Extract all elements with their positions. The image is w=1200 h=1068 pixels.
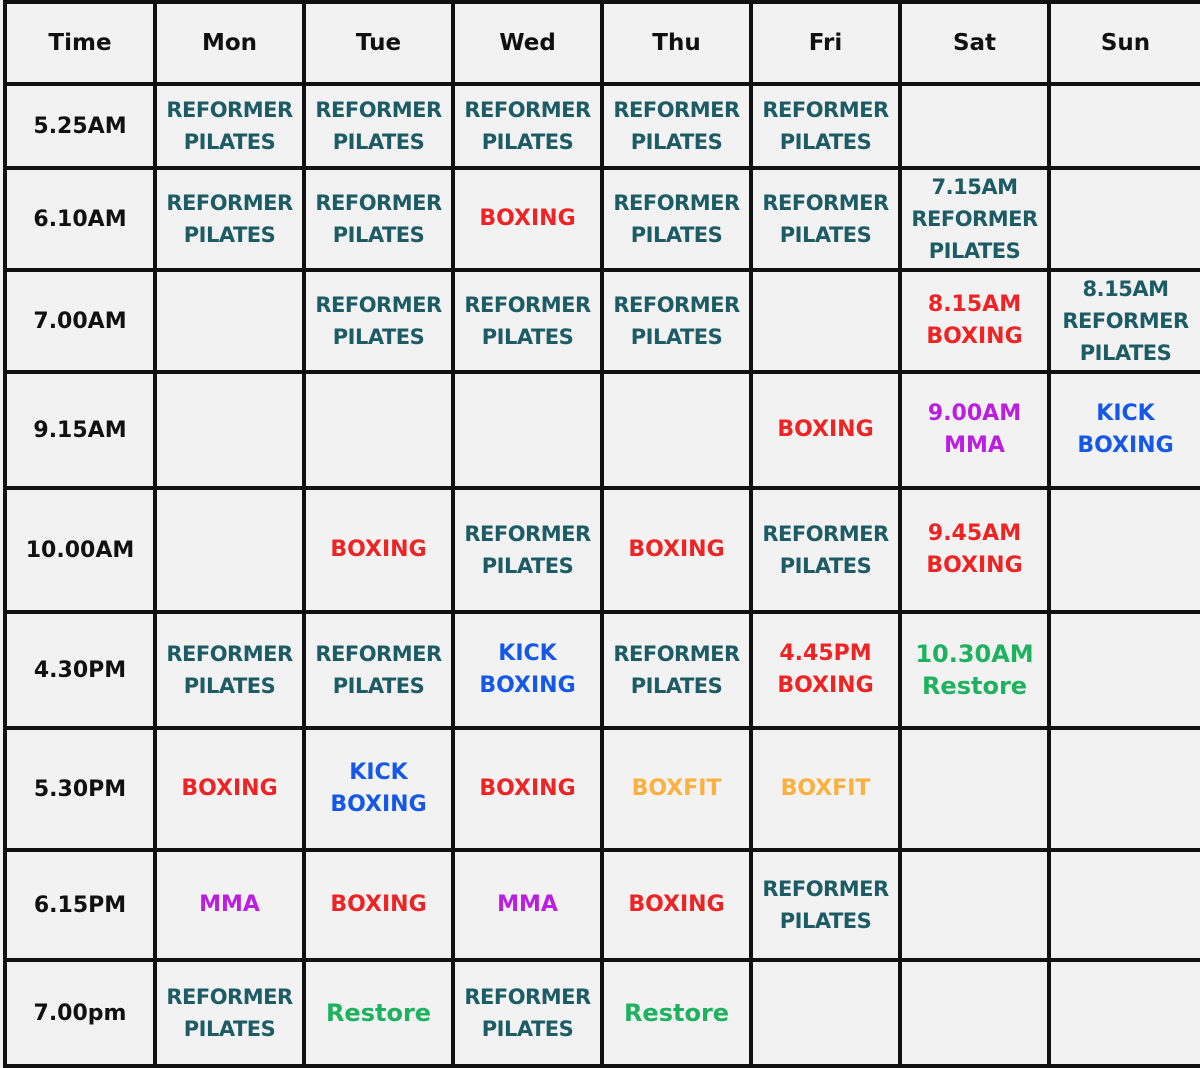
timetable-row bbox=[5, 168, 1200, 270]
class-name-line: PILATES bbox=[332, 130, 425, 154]
class-name-line: REFORMER bbox=[166, 985, 293, 1009]
class-name-line: PILATES bbox=[779, 130, 872, 154]
class-name-line: PILATES bbox=[481, 325, 574, 349]
empty-cell bbox=[900, 850, 1049, 960]
empty-cell bbox=[900, 728, 1049, 850]
class-name-line: BOXING bbox=[926, 553, 1023, 578]
class-name-line: REFORMER bbox=[315, 191, 442, 215]
class-name-kick-boxing bbox=[457, 638, 598, 702]
class-name-reformer-pilates bbox=[159, 638, 300, 702]
class-cell bbox=[304, 168, 453, 270]
time-slot-label: 7.00pm bbox=[5, 960, 155, 1066]
class-name-boxing bbox=[606, 889, 747, 921]
class-cell bbox=[155, 960, 304, 1066]
empty-cell bbox=[453, 372, 602, 488]
timetable-body bbox=[5, 84, 1200, 1066]
class-name-line: REFORMER bbox=[166, 98, 293, 122]
class-cell bbox=[751, 488, 900, 612]
class-name-line: BOXING bbox=[926, 324, 1023, 349]
header-day-mon: Mon bbox=[155, 2, 304, 84]
class-cell bbox=[453, 612, 602, 728]
class-name-line: KICK bbox=[349, 760, 408, 785]
class-name-line: PILATES bbox=[1079, 341, 1172, 365]
class-name-reformer-pilates bbox=[904, 171, 1045, 267]
class-cell bbox=[453, 488, 602, 612]
class-cell bbox=[453, 270, 602, 372]
class-name-mma bbox=[159, 889, 300, 921]
time-slot-label: 10.00AM bbox=[5, 488, 155, 612]
class-cell bbox=[304, 612, 453, 728]
class-name-line: MMA bbox=[497, 892, 558, 917]
class-name-boxing bbox=[755, 414, 896, 446]
timetable-row bbox=[5, 84, 1200, 168]
class-name-line: REFORMER bbox=[464, 522, 591, 546]
class-start-time: 9.45AM bbox=[927, 521, 1022, 546]
empty-cell bbox=[1049, 84, 1200, 168]
class-cell bbox=[900, 270, 1049, 372]
class-name-line: MMA bbox=[199, 892, 260, 917]
header-day-wed: Wed bbox=[453, 2, 602, 84]
class-cell bbox=[304, 84, 453, 168]
class-cell bbox=[900, 488, 1049, 612]
empty-cell bbox=[155, 270, 304, 372]
empty-cell bbox=[900, 84, 1049, 168]
class-name-line: REFORMER bbox=[762, 877, 889, 901]
class-name-line: REFORMER bbox=[166, 642, 293, 666]
time-slot-label: 5.30PM bbox=[5, 728, 155, 850]
empty-cell bbox=[1049, 850, 1200, 960]
class-name-reformer-pilates bbox=[308, 94, 449, 158]
empty-cell bbox=[1049, 168, 1200, 270]
class-cell bbox=[751, 84, 900, 168]
class-name-line: REFORMER bbox=[762, 522, 889, 546]
class-name-reformer-pilates bbox=[606, 638, 747, 702]
header-row bbox=[5, 2, 1200, 84]
class-name-reformer-pilates bbox=[308, 289, 449, 353]
class-name-boxing bbox=[755, 638, 896, 702]
class-cell bbox=[602, 850, 751, 960]
class-name-boxing bbox=[159, 773, 300, 805]
class-name-line: REFORMER bbox=[613, 642, 740, 666]
class-name-line: REFORMER bbox=[315, 293, 442, 317]
class-name-reformer-pilates bbox=[606, 187, 747, 251]
class-name-line: BOXFIT bbox=[631, 776, 722, 801]
class-name-reformer-pilates bbox=[457, 289, 598, 353]
empty-cell bbox=[1049, 488, 1200, 612]
time-slot-label: 5.25AM bbox=[5, 84, 155, 168]
class-start-time: 10.30AM bbox=[915, 640, 1034, 668]
class-cell bbox=[304, 728, 453, 850]
empty-cell bbox=[900, 960, 1049, 1066]
class-name-line: BOXING bbox=[479, 776, 576, 801]
class-cell bbox=[602, 168, 751, 270]
class-name-line: BOXING bbox=[479, 673, 576, 698]
class-start-time: 8.15AM bbox=[927, 292, 1022, 317]
class-name-line: REFORMER bbox=[762, 191, 889, 215]
class-cell bbox=[751, 850, 900, 960]
class-name-reformer-pilates bbox=[457, 981, 598, 1045]
class-name-line: BOXING bbox=[330, 537, 427, 562]
class-name-line: BOXING bbox=[330, 792, 427, 817]
class-name-line: REFORMER bbox=[315, 98, 442, 122]
class-name-line: BOXFIT bbox=[780, 776, 871, 801]
empty-cell bbox=[155, 372, 304, 488]
class-name-line: PILATES bbox=[183, 674, 276, 698]
class-name-line: REFORMER bbox=[166, 191, 293, 215]
class-name-line: Restore bbox=[623, 999, 730, 1027]
timetable-row bbox=[5, 488, 1200, 612]
empty-cell bbox=[1049, 960, 1200, 1066]
class-cell bbox=[453, 168, 602, 270]
class-cell bbox=[602, 84, 751, 168]
class-cell bbox=[155, 168, 304, 270]
class-cell bbox=[453, 728, 602, 850]
class-name-line: REFORMER bbox=[613, 293, 740, 317]
class-name-line: PILATES bbox=[332, 674, 425, 698]
class-name-line: KICK bbox=[1096, 401, 1155, 426]
empty-cell bbox=[1049, 612, 1200, 728]
class-name-line: PILATES bbox=[332, 223, 425, 247]
class-name-kick-boxing bbox=[308, 757, 449, 821]
class-name-line: PILATES bbox=[183, 130, 276, 154]
empty-cell bbox=[751, 270, 900, 372]
class-name-reformer-pilates bbox=[308, 638, 449, 702]
timetable-row bbox=[5, 728, 1200, 850]
timetable-row bbox=[5, 372, 1200, 488]
class-name-line: REFORMER bbox=[1062, 309, 1189, 333]
timetable-row bbox=[5, 270, 1200, 372]
class-timetable bbox=[3, 0, 1200, 1068]
class-name-reformer-pilates bbox=[308, 187, 449, 251]
class-name-line: BOXING bbox=[628, 537, 725, 562]
class-name-line: PILATES bbox=[928, 239, 1021, 263]
class-name-line: PILATES bbox=[779, 223, 872, 247]
class-name-reformer-pilates bbox=[457, 518, 598, 582]
class-cell bbox=[304, 270, 453, 372]
class-cell bbox=[602, 488, 751, 612]
empty-cell bbox=[304, 372, 453, 488]
class-name-boxing bbox=[606, 534, 747, 566]
class-name-line: PILATES bbox=[481, 1017, 574, 1041]
class-name-line: MMA bbox=[944, 433, 1005, 458]
class-name-line: PILATES bbox=[332, 325, 425, 349]
class-name-line: PILATES bbox=[630, 223, 723, 247]
class-name-reformer-pilates bbox=[755, 94, 896, 158]
class-name-line: REFORMER bbox=[762, 98, 889, 122]
class-name-boxing bbox=[904, 518, 1045, 582]
class-name-reformer-pilates bbox=[755, 518, 896, 582]
class-name-reformer-pilates bbox=[1053, 273, 1198, 369]
class-name-line: BOXING bbox=[628, 892, 725, 917]
time-slot-label: 9.15AM bbox=[5, 372, 155, 488]
class-name-line: PILATES bbox=[481, 130, 574, 154]
class-cell bbox=[304, 850, 453, 960]
class-name-line: REFORMER bbox=[464, 985, 591, 1009]
time-slot-label: 7.00AM bbox=[5, 270, 155, 372]
header-day-thu: Thu bbox=[602, 2, 751, 84]
class-name-line: PILATES bbox=[630, 674, 723, 698]
timetable-row bbox=[5, 960, 1200, 1066]
class-name-line: REFORMER bbox=[315, 642, 442, 666]
class-cell bbox=[751, 612, 900, 728]
class-name-line: Restore bbox=[921, 672, 1028, 700]
class-name-reformer-pilates bbox=[159, 981, 300, 1045]
class-name-line: PILATES bbox=[183, 1017, 276, 1041]
class-name-line: REFORMER bbox=[613, 191, 740, 215]
class-name-line: PILATES bbox=[183, 223, 276, 247]
time-slot-label: 4.30PM bbox=[5, 612, 155, 728]
class-start-time: 4.45PM bbox=[779, 641, 872, 666]
class-name-line: BOXING bbox=[330, 892, 427, 917]
class-name-line: PILATES bbox=[779, 554, 872, 578]
class-name-boxing bbox=[457, 203, 598, 235]
class-name-boxfit bbox=[606, 773, 747, 805]
timetable-row bbox=[5, 850, 1200, 960]
class-start-time: 7.15AM bbox=[931, 175, 1018, 199]
class-name-reformer-pilates bbox=[606, 289, 747, 353]
class-name-line: Restore bbox=[325, 999, 432, 1027]
class-name-mma bbox=[904, 398, 1045, 462]
class-name-boxing bbox=[904, 289, 1045, 353]
class-cell bbox=[900, 168, 1049, 270]
timetable-header bbox=[5, 2, 1200, 84]
class-cell bbox=[1049, 270, 1200, 372]
class-name-line: PILATES bbox=[630, 130, 723, 154]
class-cell bbox=[155, 612, 304, 728]
class-cell bbox=[602, 612, 751, 728]
class-cell bbox=[155, 728, 304, 850]
class-name-line: REFORMER bbox=[464, 293, 591, 317]
class-cell bbox=[751, 372, 900, 488]
class-name-line: BOXING bbox=[777, 417, 874, 442]
class-cell bbox=[155, 850, 304, 960]
class-name-reformer-pilates bbox=[457, 94, 598, 158]
class-start-time: 8.15AM bbox=[1082, 277, 1169, 301]
class-name-boxing bbox=[308, 889, 449, 921]
class-name-restore bbox=[904, 638, 1045, 702]
class-name-reformer-pilates bbox=[159, 187, 300, 251]
class-cell bbox=[1049, 372, 1200, 488]
class-name-line: BOXING bbox=[479, 206, 576, 231]
class-cell bbox=[304, 960, 453, 1066]
class-name-boxing bbox=[308, 534, 449, 566]
class-name-reformer-pilates bbox=[606, 94, 747, 158]
empty-cell bbox=[602, 372, 751, 488]
header-day-sat: Sat bbox=[900, 2, 1049, 84]
header-time: Time bbox=[5, 2, 155, 84]
class-name-line: PILATES bbox=[481, 554, 574, 578]
class-name-line: PILATES bbox=[630, 325, 723, 349]
empty-cell bbox=[751, 960, 900, 1066]
class-name-restore bbox=[606, 997, 747, 1029]
class-cell bbox=[453, 84, 602, 168]
empty-cell bbox=[1049, 728, 1200, 850]
class-cell bbox=[453, 850, 602, 960]
class-cell bbox=[900, 372, 1049, 488]
class-name-reformer-pilates bbox=[755, 187, 896, 251]
header-day-sun: Sun bbox=[1049, 2, 1200, 84]
class-cell bbox=[751, 168, 900, 270]
time-slot-label: 6.15PM bbox=[5, 850, 155, 960]
class-name-line: PILATES bbox=[779, 909, 872, 933]
class-cell bbox=[602, 270, 751, 372]
class-name-line: REFORMER bbox=[464, 98, 591, 122]
class-cell bbox=[602, 728, 751, 850]
class-cell bbox=[155, 84, 304, 168]
time-slot-label: 6.10AM bbox=[5, 168, 155, 270]
class-name-boxing bbox=[457, 773, 598, 805]
header-day-fri: Fri bbox=[751, 2, 900, 84]
class-name-line: BOXING bbox=[777, 673, 874, 698]
class-cell bbox=[602, 960, 751, 1066]
class-cell bbox=[304, 488, 453, 612]
class-name-mma bbox=[457, 889, 598, 921]
class-name-reformer-pilates bbox=[159, 94, 300, 158]
class-name-restore bbox=[308, 997, 449, 1029]
class-name-boxfit bbox=[755, 773, 896, 805]
class-name-kick-boxing bbox=[1053, 398, 1198, 462]
class-name-line: BOXING bbox=[181, 776, 278, 801]
class-name-line: BOXING bbox=[1077, 433, 1174, 458]
class-cell bbox=[751, 728, 900, 850]
empty-cell bbox=[155, 488, 304, 612]
class-name-reformer-pilates bbox=[755, 873, 896, 937]
class-cell bbox=[900, 612, 1049, 728]
timetable-row bbox=[5, 612, 1200, 728]
header-day-tue: Tue bbox=[304, 2, 453, 84]
class-cell bbox=[453, 960, 602, 1066]
class-name-line: REFORMER bbox=[911, 207, 1038, 231]
class-name-line: REFORMER bbox=[613, 98, 740, 122]
class-start-time: 9.00AM bbox=[927, 401, 1022, 426]
class-name-line: KICK bbox=[498, 641, 557, 666]
